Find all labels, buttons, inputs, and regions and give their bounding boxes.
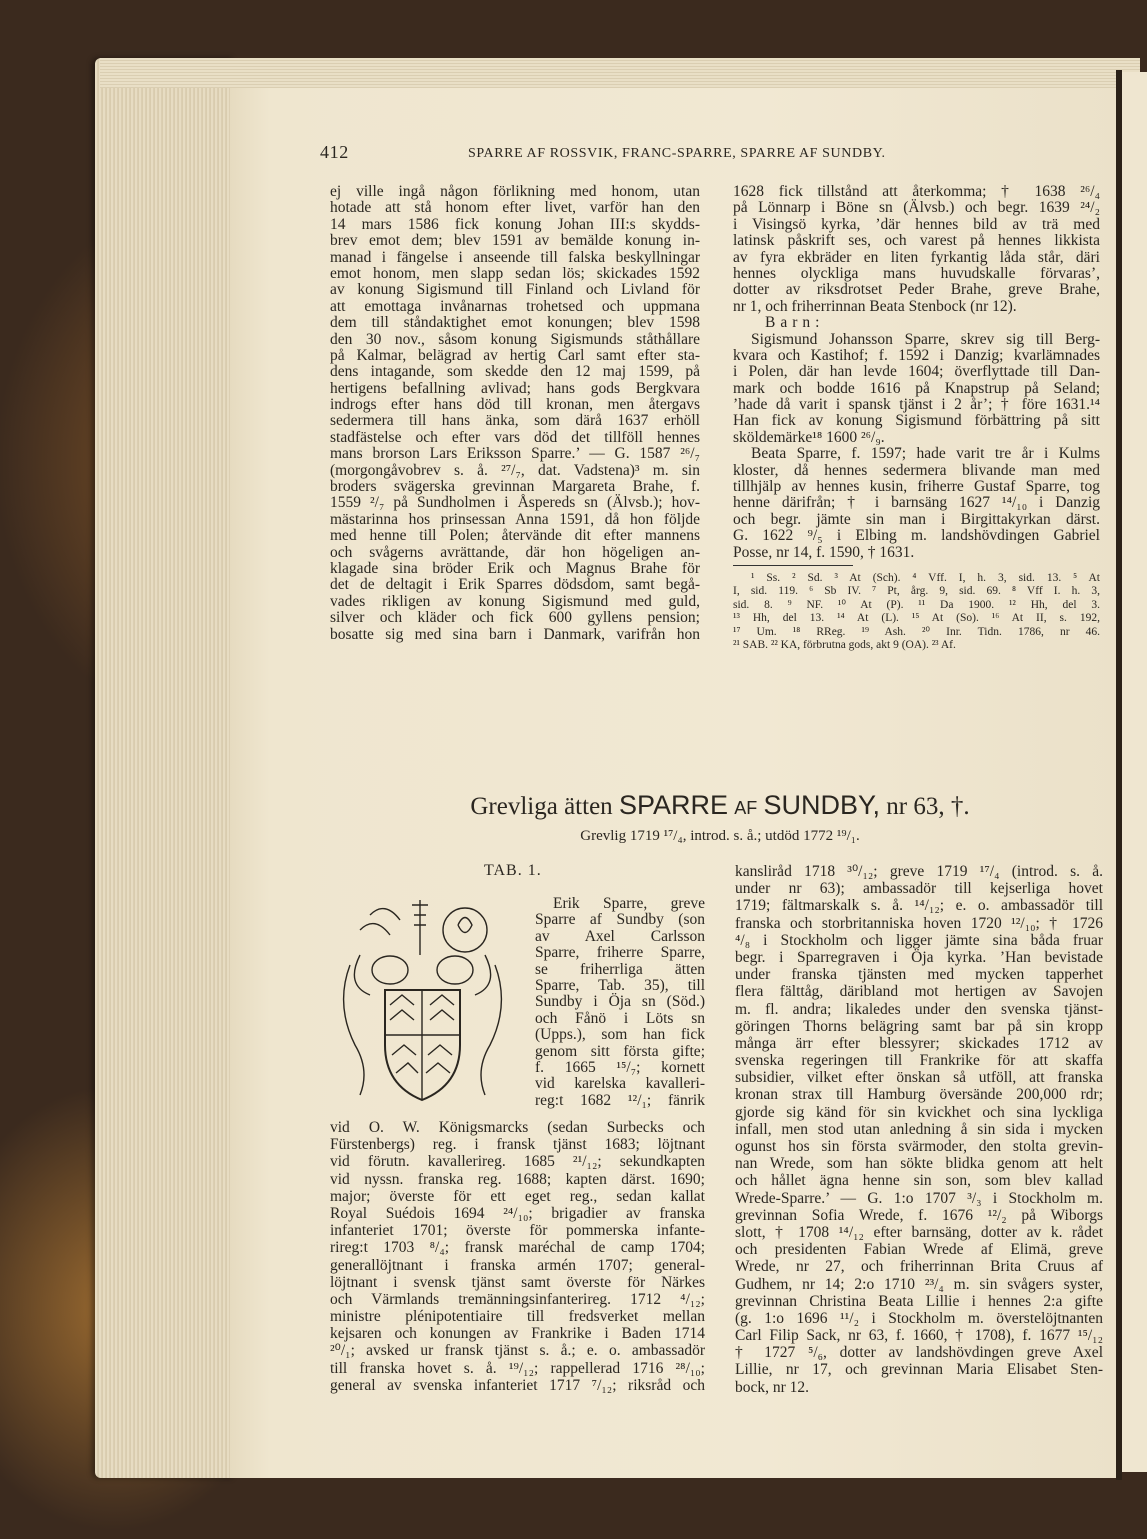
text-line: broders svägerska grevinnan Margareta Brahe, f. (330, 478, 700, 496)
title-af: AF (734, 798, 758, 818)
text-line: vid karelska kavalleri- (535, 1075, 705, 1093)
text-line: slott, † 1708 ¹⁴/₁₂ efter barnsäng, dotter av k. rådet (735, 1223, 1103, 1241)
text-line: ¹³ Hh, del 13. ¹⁴ At (L). ¹⁵ At (So). ¹⁶ At II, s. 192, (733, 612, 1100, 625)
text-line: och hållet ägna henne sin son, som blev kallad (735, 1172, 1103, 1190)
text-line: subsidier, vilket efter önskan så utföll, att franska (735, 1069, 1103, 1087)
text-line: (morgongåvobrev s. å. ²⁷/₇, dat. Vadstena)³ m. sin (330, 461, 700, 479)
text-line: det de deltagit i Erik Sparres dödsdom, samt begå- (330, 576, 700, 594)
text-line: kansliråd 1718 ³⁰/₁₂; greve 1719 ¹⁷/₄ (introd. s. å. (735, 863, 1103, 880)
text-line: Posse, nr 14, f. 1590, † 1631. (733, 543, 915, 561)
text-line: silver och kläder och fick 600 gyllens pension; (330, 609, 700, 627)
text-line: indrogs efter hans död till kronan, men återgavs (330, 396, 700, 414)
text-line: sköldemärke¹⁸ 1600 ²⁶/₉. (733, 428, 885, 446)
text-line: 1559 ²/₇ på Sundholmen i Åspereds sn (Älvsb.); hov- (330, 494, 700, 512)
text-line: hertigens befallning avlivad; hans gods Bergkvara (330, 379, 700, 397)
text-line: 14 mars 1586 fick konung Johan III:s skydds- (330, 215, 700, 233)
text-line: se friherrliga ätten (535, 960, 705, 978)
text-line: (Upps.), som han fick (535, 1026, 705, 1044)
text-line: och begr. jämte sin man i Birgittakyrkan därst. (733, 510, 1100, 528)
text-line: att emottaga invånarnas trohetsed och uppmana (330, 297, 700, 315)
text-line: under nr 63); ambassadör till kejserliga hovet (735, 880, 1103, 898)
text-line: och svågerns avrättande, där hon högeligen an- (330, 543, 700, 561)
text-line: grevinnan Sofia Wrede, f. 1676 ¹²/₂ på Wiborgs (735, 1206, 1103, 1224)
text-line: ministre plénipotentiaire till fredsverket mellan (330, 1308, 705, 1326)
coat-of-arms-image (330, 895, 515, 1105)
text-line: mark och bodde 1616 på Knapstrup på Seland; (733, 379, 1100, 397)
page-edges (95, 58, 235, 1478)
page-number: 412 (320, 142, 349, 162)
top-right-column (733, 184, 1100, 652)
text-line: emot honom, men slapp sedan lös; skickades 1592 (330, 264, 700, 282)
text-line: ogunst hos sin första svärmoder, den stolta grevin- (735, 1138, 1103, 1155)
text-line: sid. 8. ⁹ NF. ¹⁰ At (P). ¹¹ Da 1900. ¹² Hh, del 3. (733, 598, 1100, 611)
text-line: general av svenska infanteriet 1717 ⁷/₁₂; riksråd och (330, 1376, 705, 1394)
text-line: flera fälttåg, däribland mot hertigen av Savojen (735, 983, 1103, 1001)
footnote-rule (733, 565, 853, 566)
text-line: vid O. W. Königsmarcks (sedan Surbecks och (330, 1119, 705, 1136)
text-line: Beata Sparre, f. 1597; hade varit tre år i Kulms (751, 445, 1100, 463)
text-line: Han fick av konung Sigismund förbättring på sitt (733, 412, 1100, 430)
text-line: vid nyssn. franska reg. 1688; kapten därst. 1690; (330, 1170, 705, 1188)
text-line: 1719; fältmarskalk s. å. ¹⁴/₁₂; e. o. ambassadör till (735, 897, 1103, 915)
text-line: begr. i Sparregraven i Öja kyrka. ’Han bevistade (735, 948, 1103, 966)
text-line: på Lönnarp i Böne sn (Älvsb.) och begr. 1639 ²⁴/₂ (733, 199, 1100, 217)
text-line: Sparre, friherre Sparre, (535, 944, 705, 962)
text-line: bock, nr 12. (735, 1378, 810, 1396)
footnotes (733, 572, 1100, 652)
text-line: ²⁰/₁; avsked ur fransk tjänst s. å.; e. o. ambassadör (330, 1342, 705, 1360)
text-line: gjorde sig känd för sin kvickhet och sina lyckliga (735, 1103, 1103, 1121)
text-line: mästarinna hos prinsessan Anna 1591, då hon följde (330, 510, 700, 528)
text-line: Wrede-Sparre.’ — G. 1:o 1707 ³/₃ i Stockholm m. (735, 1189, 1103, 1207)
text-line: mans brorson Lars Eriksson Sparre.’ — G. 1587 ²⁶/₇ (330, 445, 700, 463)
text-line: många ärr efter blessyrer; skickades 1712 av (735, 1034, 1103, 1052)
section-title (330, 790, 1110, 821)
text-line: Royal Suédois 1694 ²⁴/₁₀; brigadier av franska (330, 1204, 705, 1222)
text-line: svenska regeringen till Frankrike för att skaffa (735, 1052, 1103, 1070)
text-line: genom sitt första gifte; (535, 1042, 705, 1060)
text-line: göringen Thorns belägring samt bar på sin kropp (735, 1017, 1103, 1035)
text-line: dotter av riksdrotset Peder Brahe, greve Brahe, (733, 281, 1100, 299)
text-line: den 30 nov., såsom konung Sigismunds ståthållare (330, 330, 700, 348)
text-line: ej ville ingå någon förlikning med honom, utan (330, 183, 700, 200)
text-line: latinsk påskrift ses, och varest på hennes likkista (733, 232, 1100, 250)
text-line: infanteriet 1701; överste för pommerska infante- (330, 1222, 705, 1240)
text-line: av Axel Carlsson (535, 927, 705, 945)
top-left-column (330, 184, 700, 643)
text-line: i Visingsö kyrka, ’där hennes bild av trä med (733, 215, 1100, 233)
text-line: av konung Sigismund till Finland och Livland för (330, 281, 700, 299)
page-edges-top (100, 58, 1140, 88)
text-line: ⁴/₈ i Stockholm och ligger jämte sina båda fruar (735, 931, 1103, 949)
text-line: Carl Filip Sack, nr 63, f. 1660, † 1708), f. 1677 ¹⁵/₁₂ (735, 1327, 1103, 1345)
text-line: dem till ståndaktighet emot konungen; blev 1598 (330, 314, 700, 332)
title-name: SPARRE (618, 790, 728, 820)
text-line: franska och storbritanniska hoven 1720 ¹²/₁₀; † 1726 (735, 914, 1103, 932)
text-line: nan Wrede, som han sökte blidka genom att helt (735, 1155, 1103, 1173)
text-line: kloster, då hennes sedermera blivande man med (733, 461, 1100, 479)
text-line: hennes olyckliga mans huvudskalle förvaras’, (733, 264, 1100, 282)
text-line: brev emot dem; blev 1591 av bemälde konung in- (330, 232, 700, 250)
text-line: sedermera till hans änka, som därå 1637 erhöll (330, 412, 700, 430)
text-line: Erik Sparre, greve (553, 895, 705, 912)
text-line: av fyra ekbräder en liten fyrkantig låda står, däri (733, 248, 1100, 266)
text-line: tillhjälp av hennes kusin, friherre Gustaf Sparre, tog (733, 478, 1100, 496)
text-line: stadfästelse och efter vars död det tillföll hennes (330, 428, 700, 446)
text-line: major; överste för ett eget reg., sedan kallat (330, 1187, 705, 1205)
text-line: under franska tjänsten med mycken tapperhet (735, 966, 1103, 984)
text-line: henne därifrån; † i barnsäng 1627 ¹⁴/₁₀ i Danzig (733, 494, 1100, 512)
text-line: m. fl. andra; likaledes under den svenska tjänst- (735, 1000, 1103, 1018)
title-name: SUNDBY, (763, 790, 881, 820)
section-subtitle: Grevlig 1719 ¹⁷/₄, introd. s. å.; utdöd 1772 ¹⁹/₁. (580, 828, 860, 844)
bottom-left-narrow-column (535, 896, 705, 1109)
text-line: vid förutn. kavallerireg. 1685 ²¹/₁₂; sekundkapten (330, 1153, 705, 1171)
text-line: vades rikligen av konung Sigismund med guld, (330, 592, 700, 610)
text-line: G. 1622 ⁹/₅ i Elbing m. landshövdingen Gabriel (733, 527, 1100, 545)
text-line: och Fånö i Löts sn (535, 1009, 705, 1027)
text-line: Wrede, nr 27, och friherrinnan Brita Cruus af (735, 1258, 1103, 1276)
text-line: manad i fängelse i anseende till falska beskyllningar (330, 248, 700, 266)
bottom-left-wide-column (330, 1119, 705, 1394)
text-line: infall, men stod utan anledning å sin sida i mycken (735, 1120, 1103, 1138)
children-heading: Barn: (765, 314, 825, 332)
text-line: reg:t 1682 ¹²/₁; fänrik (535, 1091, 705, 1109)
text-line: Fürstenbergs) reg. i fransk tjänst 1683; löjtnant (330, 1136, 705, 1154)
text-line: kvara och Kastihof; f. 1592 i Danzig; kvarlämnades (733, 346, 1100, 364)
text-line: hotade att stå honom efter livet, varför han den (330, 199, 700, 217)
text-line: Sparre af Sundby (son (535, 911, 705, 929)
text-line: † 1727 ⁵/₆, dotter av landshövdingen greve Axel (735, 1344, 1103, 1362)
text-line: ¹ Ss. ² Sd. ³ At (Sch). ⁴ Vff. I, h. 3, sid. 13. ⁵ At (751, 571, 1100, 584)
text-line: med henne till Polen; återvände dit efter mannens (330, 527, 700, 545)
text-line: och Värmlands tremänningsinfanterireg. 1712 ⁴/₁₂; (330, 1290, 705, 1308)
text-line: kronan strax till Hamburg översände 200,000 rdr; (735, 1086, 1103, 1104)
text-line: kejsaren och konungen av Frankrike i Baden 1714 (330, 1325, 705, 1343)
text-line: ’hade då varit i spansk tjänst i 2 år’; † före 1631.¹⁴ (733, 396, 1100, 414)
text-line: dens intagande, som skedde den 12 maj 1599, på (330, 363, 700, 381)
text-line: nr 1, och friherrinnan Beata Stenbock (nr 12). (733, 297, 1017, 315)
text-line: Lillie, nr 17, och grevinnan Maria Elisabet Sten- (735, 1361, 1103, 1379)
text-line: och presidenten Fabian Wrede af Elimä, greve (735, 1241, 1103, 1259)
text-line: I, sid. 119. ⁶ Sb IV. ⁷ Pt, årg. 9, sid. 69. ⁸ Vff I. h. 3, (733, 585, 1100, 598)
text-line: Gudhem, nr 14; 2:o 1710 ²³/₄ m. sin svågers syster, (735, 1275, 1103, 1293)
text-line: grevinnan Christina Beata Lillie i hennes 2:a gifte (735, 1292, 1103, 1310)
next-page-edge (1122, 72, 1147, 1472)
text-line: klagade sina bröder Erik och Magnus Brahe för (330, 559, 700, 577)
table-label: TAB. 1. (484, 862, 542, 879)
text-line: ¹⁷ Um. ¹⁸ RReg. ¹⁹ Ash. ²⁰ Inr. Tidn. 1786, nr 46. (733, 625, 1100, 638)
text-line: löjtnant i svensk tjänst samt överste för Närkes (330, 1273, 705, 1291)
text-line: Sparre, Tab. 35), till (535, 976, 705, 994)
text-line: Sigismund Johansson Sparre, skrev sig till Berg- (751, 330, 1100, 348)
text-line: på Kalmar, belägrad av hertig Carl samt efter sta- (330, 346, 700, 364)
running-title: SPARRE AF ROSSVIK, FRANC-SPARRE, SPARRE AF SUNDBY. (468, 146, 886, 161)
title-suffix: nr 63, †. (886, 793, 970, 820)
text-line: 1628 fick tillstånd att återkomma; † 1638 ²⁶/₄ (733, 183, 1100, 200)
text-line: f. 1665 ¹⁵/₇; kornett (535, 1058, 705, 1076)
text-line: Sundby i Öja sn (Söd.) (535, 993, 705, 1011)
bottom-right-column (735, 863, 1103, 1396)
text-line: (g. 1:o 1696 ¹¹/₂ i Stockholm m. överstelöjtnanten (735, 1309, 1103, 1327)
text-line: rireg:t 1703 ⁸/₄; fransk maréchal de camp 1704; (330, 1239, 705, 1257)
text-line: ²¹ SAB. ²² KA, förbrutna gods, akt 9 (OA). ²³ Af. (733, 638, 956, 651)
text-line: generallöjtnant i franska armén 1707; general- (330, 1256, 705, 1274)
text-line: till franska hovet s. å. ¹⁹/₁₂; rappellerad 1716 ²⁸/₁₀; (330, 1359, 705, 1377)
text-line: i Polen, där han levde 1604; överflyttade till Dan- (733, 363, 1100, 381)
text-line: bosatte sig med sina barn i Danmark, varifrån hon (330, 625, 700, 643)
title-prefix: Grevliga ätten (470, 793, 613, 820)
